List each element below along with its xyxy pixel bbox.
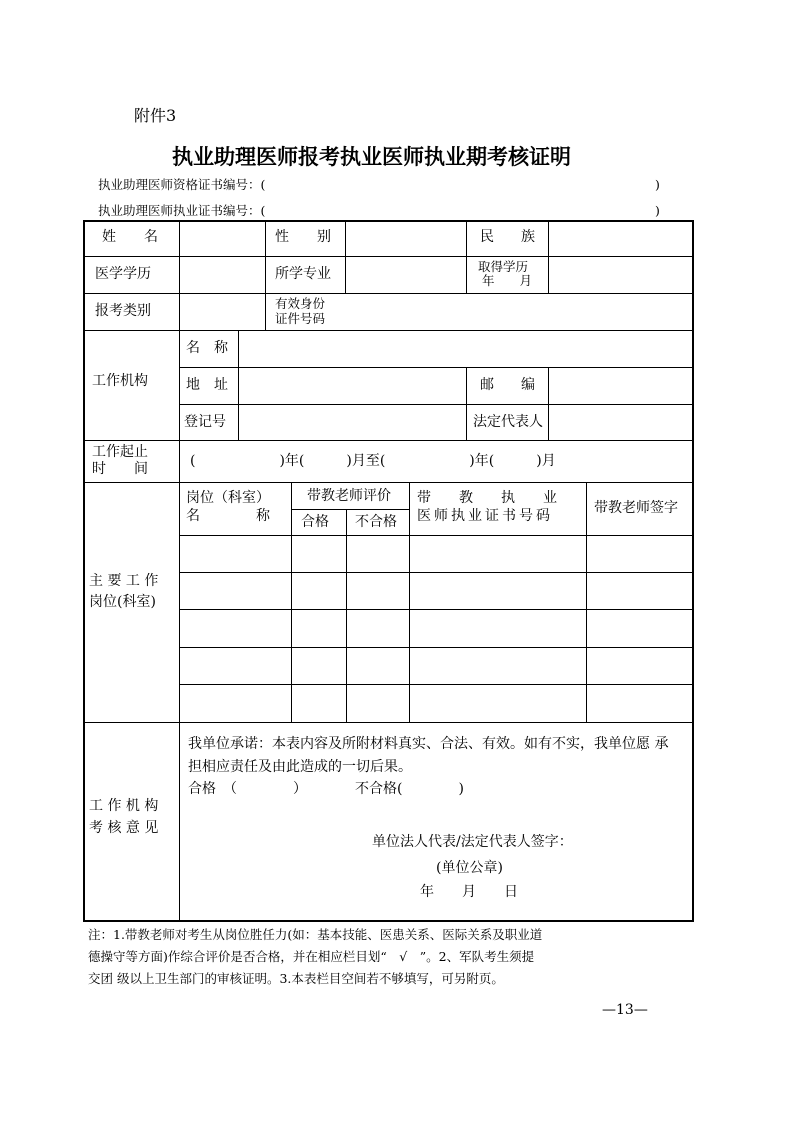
teacher-sign-header: 带教老师签字: [594, 500, 678, 516]
work-period-label-line2: 时 间: [92, 461, 148, 477]
teacher-cert-header-line2: 医师执业证书号码: [417, 508, 553, 524]
seal-label: (单位公章): [436, 860, 503, 876]
org-opinion-label-line1: 工 作 机 构: [89, 798, 159, 814]
main-post-label-line1: 主 要 工 作: [89, 573, 159, 589]
exam-category-label: 报考类别: [95, 303, 151, 319]
fail-header: 不合格: [355, 514, 397, 530]
org-name-label: 名 称: [186, 340, 228, 356]
org-opinion-label-line2: 考 核 意 见: [89, 820, 159, 836]
pledge-line1: 我单位承诺：本表内容及所附材料真实、合法、有效。如有不实，我单位愿 承: [188, 736, 669, 752]
postal-code-label-part2: 编: [521, 377, 535, 393]
attachment-label: 附件3: [134, 106, 177, 125]
qualification-cert-close: ): [655, 177, 660, 192]
teacher-cert-header-line1: 带 教 执 业: [417, 490, 557, 506]
fail-choice: 不合格( ): [355, 781, 464, 797]
ethnicity-label-part1: 民: [480, 229, 494, 245]
ethnicity-label-part2: 族: [521, 229, 535, 245]
id-label-line1: 有效身份: [275, 296, 326, 311]
post-name-header-line1: 岗位（科室）: [186, 490, 270, 506]
registration-no-label: 登记号: [184, 414, 226, 430]
date-label: 年 月 日: [420, 884, 518, 900]
degree-time-label-line1: 取得学历: [478, 259, 529, 274]
main-post-label-line2: 岗位(科室): [89, 594, 156, 610]
teacher-eval-header: 带教老师评价: [307, 488, 391, 504]
note-line1: 注：1.带教老师对考生从岗位胜任力(如：基本技能、医患关系、医际关系及职业道: [88, 927, 543, 942]
practice-cert-close: ): [655, 203, 660, 218]
signature-label: 单位法人代表/法定代表人签字：: [372, 834, 573, 850]
note-line2: 德操守等方面)作综合评价是否合格，并在相应栏目划“ √ ”。2、军队考生须提: [88, 949, 535, 964]
post-name-header-line2: 名 称: [186, 508, 270, 524]
page-title: 执业助理医师报考执业医师执业期考核证明: [172, 145, 571, 169]
work-period-label-line1: 工作起止: [92, 444, 148, 460]
major-label: 所学专业: [275, 266, 331, 282]
pass-header: 合格: [301, 514, 329, 530]
work-period-value: ( )年( )月至( )年( )月: [190, 453, 556, 469]
postal-code-label-part1: 邮: [480, 377, 494, 393]
legal-rep-label: 法定代表人: [473, 414, 543, 430]
id-label-line2: 证件号码: [275, 311, 326, 326]
org-address-label: 地 址: [186, 377, 228, 393]
gender-label: 性 别: [275, 229, 331, 245]
work-org-label: 工作机构: [92, 373, 148, 389]
education-label: 医学学历: [95, 266, 151, 282]
pledge-line2: 担相应责任及由此造成的一切后果。: [188, 759, 412, 775]
note-line3: 交团 级以上卫生部门的审核证明。3.本表栏目空间若不够填写，可另附页。: [88, 971, 504, 986]
practice-cert-label: 执业助理医师执业证书编号：(: [98, 203, 266, 218]
qualification-cert-label: 执业助理医师资格证书编号：(: [98, 177, 266, 192]
pass-choice: 合格 （ ）: [188, 781, 307, 797]
degree-time-label-line2: 年 月: [482, 273, 533, 288]
name-label: 姓 名: [102, 229, 158, 245]
page-number: —13—: [602, 1002, 648, 1018]
